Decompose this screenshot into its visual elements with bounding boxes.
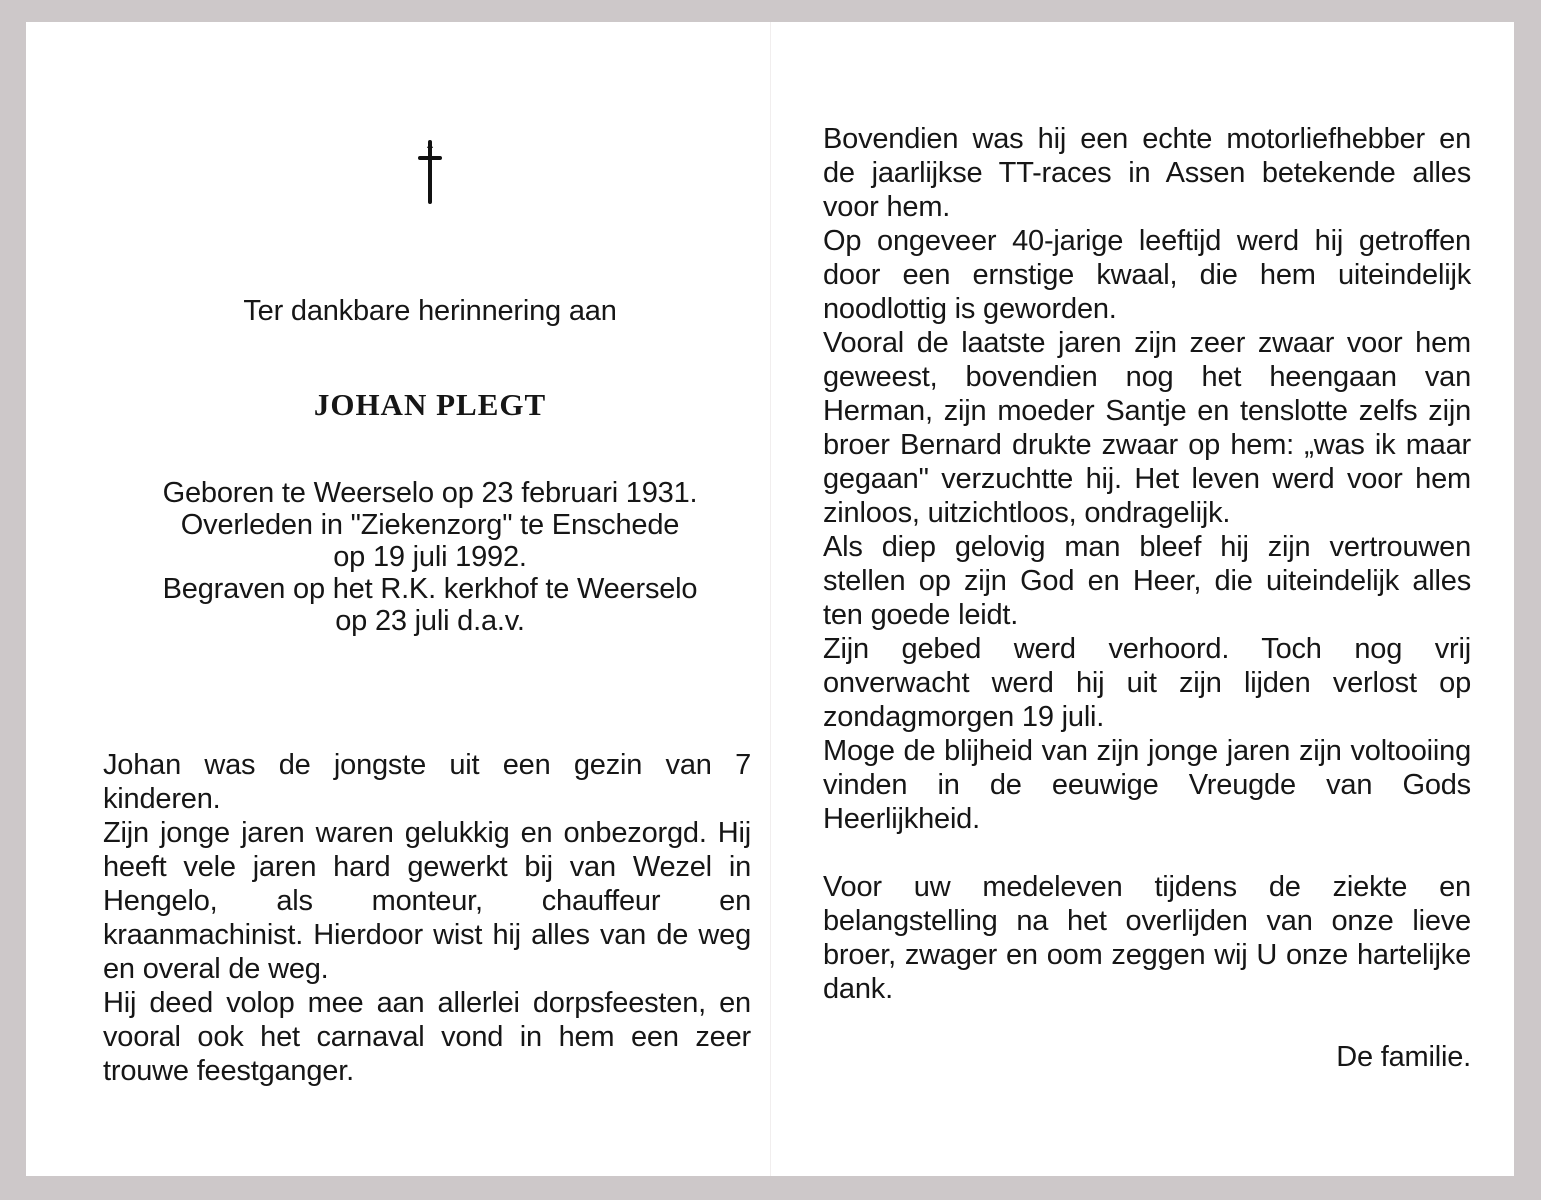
spacer xyxy=(823,836,1471,870)
right-biography xyxy=(823,122,1471,1074)
fact-line: Overleden in "Ziekenzorg" te Enschede xyxy=(180,509,680,541)
paragraph: Zijn jonge jaren waren gelukkig en onbezorgd. Hij heeft vele jaren hard gewerkt bij van Wezel in Hengelo, als monteur, chauffeur en kraanmachinist. Hierdoor wist hij alles van de weg en overal de weg. xyxy=(103,817,751,985)
paragraph: Moge de blijheid van zijn jonge jaren zijn voltooiing vinden in de eeuwige Vreugde van Gods Heerlijkheid. xyxy=(823,735,1471,835)
paragraph: Als diep gelovig man bleef hij zijn vertrouwen stellen op zijn God en Heer, die uiteindelijk alles ten goede leidt. xyxy=(823,531,1471,631)
fact-line: op 19 juli 1992. xyxy=(333,541,527,573)
thanks-paragraph: Voor uw medeleven tijdens de ziekte en belangstelling na het overlijden van onze lieve broer, zwager en oom zeggen wij U onze hartelijke dank. xyxy=(823,871,1471,1005)
cross-icon xyxy=(416,140,444,204)
paragraph: Johan was de jongste uit een gezin van 7 kinderen. xyxy=(103,749,751,815)
fact-line: op 23 juli d.a.v. xyxy=(335,605,525,637)
dedication-text: Ter dankbare herinnering aan xyxy=(243,295,617,327)
signature: De familie. xyxy=(1336,1041,1471,1073)
left-header xyxy=(80,140,780,637)
deceased-name: JOHAN PLEGT xyxy=(313,387,547,422)
life-facts xyxy=(80,477,780,637)
left-biography xyxy=(103,748,751,1088)
paragraph: Bovendien was hij een echte motorliefhebber en de jaarlijkse TT-races in Assen betekende alles voor hem. xyxy=(823,123,1471,223)
paragraph: Vooral de laatste jaren zijn zeer zwaar voor hem geweest, bovendien nog het heengaan van Herman, zijn moeder Santje en tenslotte zelfs zijn broer Bernard drukte zwaar op hem: „was ik maar gegaan" verzuchtte hij. Het leven werd voor hem zinloos, uitzichtloos, ondragelijk. xyxy=(823,327,1471,529)
paragraph: Op ongeveer 40-jarige leeftijd werd hij getroffen door een ernstige kwaal, die hem uiteindelijk noodlottig is geworden. xyxy=(823,225,1471,325)
paragraph: Zijn gebed werd verhoord. Toch nog vrij onverwacht werd hij uit zijn lijden verlost op zondagmorgen 19 juli. xyxy=(823,633,1471,733)
fact-line: Begraven op het R.K. kerkhof te Weerselo xyxy=(162,573,698,605)
fact-line: Geboren te Weerselo op 23 februari 1931. xyxy=(162,477,698,509)
paragraph: Hij deed volop mee aan allerlei dorpsfeesten, en vooral ook het carnaval vond in hem een zeer trouwe feestganger. xyxy=(103,987,751,1087)
